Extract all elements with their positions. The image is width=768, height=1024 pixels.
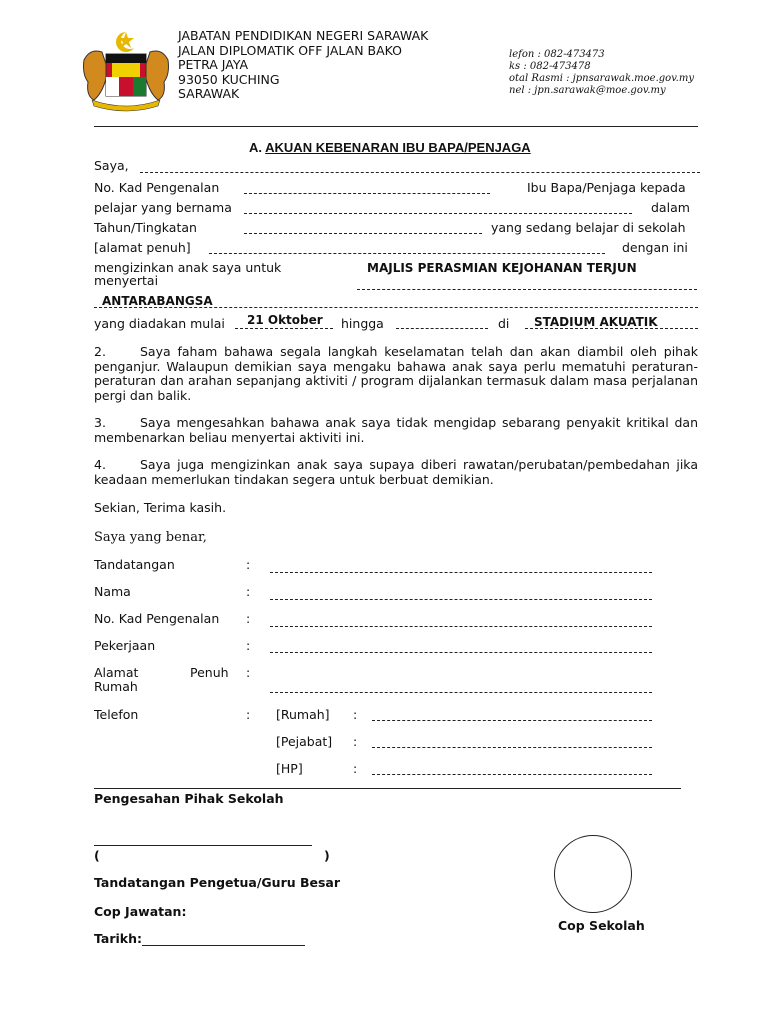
org-address <box>178 29 428 102</box>
paragraph-4 <box>94 458 698 487</box>
label-tandatangan: Tandatangan <box>94 557 175 572</box>
pekerjaan-field[interactable] <box>270 652 652 653</box>
cop-jawatan-label: Cop Jawatan: <box>94 904 187 919</box>
label-menyertai: menyertai <box>94 273 159 288</box>
contact-portal: otal Rasmi : jpnsarawak.moe.gov.my <box>509 73 694 84</box>
alamat-rumah-field[interactable] <box>270 692 652 693</box>
contact-fax: ks : 082-473478 <box>509 61 591 72</box>
start-date-value: 21 Oktober <box>247 313 323 327</box>
paragraph-text: Saya mengesahkan bahawa anak saya tidak mengidap sebarang penyakit kritikal dan membenarkan beliau menyertai aktiviti ini. <box>94 415 698 445</box>
tel-rumah-field[interactable] <box>372 720 652 721</box>
title-prefix: A. <box>249 140 262 155</box>
label-rumah: [Rumah] <box>276 707 330 722</box>
pengetua-signature-line[interactable] <box>94 845 312 846</box>
paragraph-number: 4. <box>94 457 106 472</box>
cop-sekolah-circle <box>554 835 632 913</box>
colon: : <box>353 707 358 722</box>
colon: : <box>353 761 358 776</box>
event-line-2: ANTARABANGSA <box>102 294 213 308</box>
label-dalam: dalam <box>651 200 690 215</box>
tarikh-field[interactable] <box>142 945 305 946</box>
label-hp: [HP] <box>276 761 303 776</box>
label-kad-sig: No. Kad Pengenalan <box>94 611 220 626</box>
closing-text: Sekian, Terima kasih. <box>94 500 227 515</box>
header-divider <box>94 126 698 127</box>
label-alamat-c: Rumah <box>94 679 138 694</box>
nama-field[interactable] <box>270 599 652 600</box>
label-mengizinkan: mengizinkan anak saya untuk <box>94 260 282 275</box>
saya-name-field[interactable] <box>140 172 700 173</box>
tarikh-label: Tarikh: <box>94 931 143 946</box>
tandatangan-pengetua-label: Tandatangan Pengetua/Guru Besar <box>94 875 341 890</box>
paren-open: ( <box>94 848 100 863</box>
form-title <box>249 140 531 155</box>
label-alamat: [alamat penuh] <box>94 240 191 255</box>
colon: : <box>246 584 251 599</box>
paren-close: ) <box>324 848 330 863</box>
venue-value: STADIUM AKUATIK <box>534 315 658 329</box>
org-line: 93050 KUCHING <box>178 71 280 87</box>
kad-sig-field[interactable] <box>270 626 652 627</box>
label-pejabat: [Pejabat] <box>276 734 333 749</box>
org-line: SARAWAK <box>178 86 240 101</box>
paragraph-number: 2. <box>94 344 106 359</box>
label-diadakan: yang diadakan mulai <box>94 316 225 331</box>
label-pekerjaan: Pekerjaan <box>94 638 156 653</box>
event-field-1[interactable] <box>357 289 697 290</box>
label-pelajar: pelajar yang bernama <box>94 200 232 215</box>
colon: : <box>246 638 251 653</box>
label-telefon: Telefon <box>94 707 139 722</box>
colon: : <box>246 557 251 572</box>
event-field-2[interactable] <box>94 307 698 308</box>
venue-field[interactable] <box>525 328 698 329</box>
org-line: JABATAN PENDIDIKAN NEGERI SARAWAK <box>178 28 429 43</box>
jata-negara-logo <box>78 30 174 112</box>
label-hingga: hingga <box>341 316 384 331</box>
label-alamat-a: Alamat <box>94 665 139 680</box>
pengesahan-heading: Pengesahan Pihak Sekolah <box>94 791 284 806</box>
tandatangan-field[interactable] <box>270 572 652 573</box>
tel-hp-field[interactable] <box>372 774 652 775</box>
contact-block <box>509 49 694 97</box>
paragraph-text: Saya faham bahawa segala langkah keselamatan telah dan akan diambil oleh pihak penganjur. Walaupun demikian saya mengaku bahawa anak saya perlu mematuhi peraturan-peraturan dan arahan sepanjang aktiviti / program dijalankan termasuk dalam masa perjalanan pergi dan balik. <box>94 344 698 403</box>
label-tahun: Tahun/Tingkatan <box>94 220 197 235</box>
org-line: PETRA JAYA <box>178 57 249 72</box>
pelajar-name-field[interactable] <box>244 213 632 214</box>
paragraph-2 <box>94 345 698 403</box>
contact-phone: lefon : 082-473473 <box>509 49 605 60</box>
end-date-field[interactable] <box>396 328 488 329</box>
label-di: di <box>498 316 510 331</box>
saya-yang-benar: Saya yang benar, <box>94 530 207 545</box>
label-ibubapa: Ibu Bapa/Penjaga kepada <box>527 180 686 195</box>
paragraph-number: 3. <box>94 415 106 430</box>
paragraph-3 <box>94 416 698 445</box>
contact-email: nel : jpn.sarawak@moe.gov.my <box>509 85 666 96</box>
label-saya: Saya, <box>94 158 129 173</box>
start-date-field[interactable] <box>235 328 333 329</box>
label-alamat-b: Penuh <box>190 665 229 680</box>
colon: : <box>353 734 358 749</box>
label-sekolah: yang sedang belajar di sekolah <box>491 220 686 235</box>
org-line: JALAN DIPLOMATIK OFF JALAN BAKO <box>178 42 403 58</box>
label-denganini: dengan ini <box>622 240 688 255</box>
title-text: AKUAN KEBENARAN IBU BAPA/PENJAGA <box>265 140 531 155</box>
section-divider <box>94 788 681 789</box>
paragraph-text: Saya juga mengizinkan anak saya supaya diberi rawatan/perubatan/pembedahan jika keadaan memerlukan tindakan segera untuk berbuat demikian. <box>94 457 698 487</box>
alamat-field[interactable] <box>209 253 605 254</box>
tahun-field[interactable] <box>244 233 482 234</box>
colon: : <box>246 611 251 626</box>
label-nama: Nama <box>94 584 131 599</box>
colon: : <box>246 665 251 680</box>
cop-sekolah-label: Cop Sekolah <box>558 918 645 933</box>
colon: : <box>246 707 251 722</box>
event-line-1: MAJLIS PERASMIAN KEJOHANAN TERJUN <box>367 261 637 275</box>
tel-pejabat-field[interactable] <box>372 747 652 748</box>
kad-field[interactable] <box>244 193 490 194</box>
label-kad: No. Kad Pengenalan <box>94 180 220 195</box>
